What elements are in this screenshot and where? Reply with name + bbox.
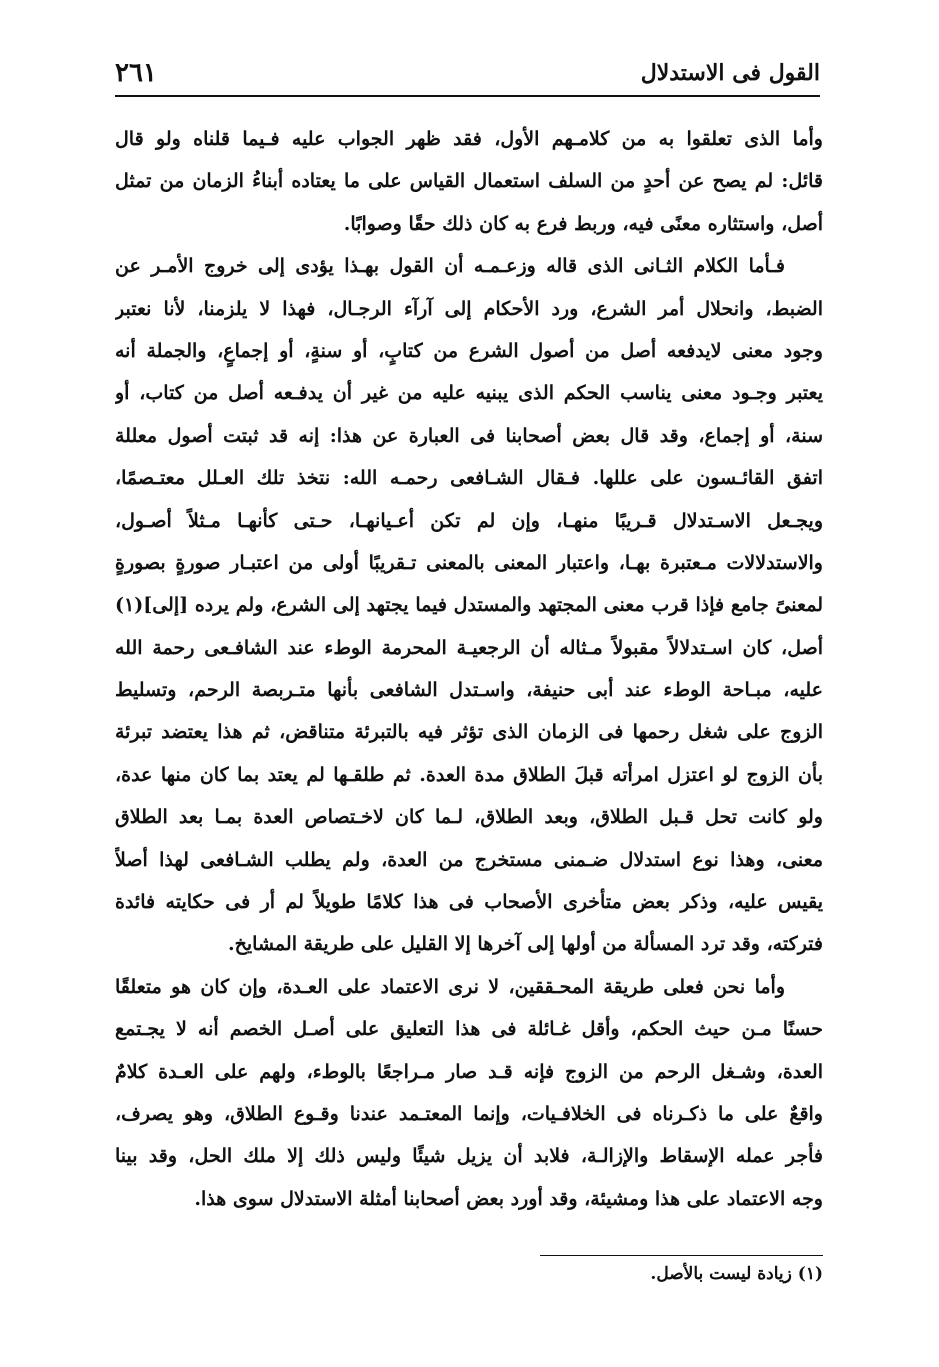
text-line: حسنًا مـن حيث الحكم، وأقل غـائلة فى هذا التعليق على أصـل الخصم أنه لا يجـتمع [115,1018,823,1041]
text-line: بأن الزوج لو اعتزل امرأته قبلَ الطلاق مدة العدة. ثم طلقـها لم يعتد بما كان منها عدة، [115,763,823,786]
text-line: ولو كانت تحل قـبل الطلاق، وبعد الطلاق، لـما كان لاخـتصاص العدة بمـا بعد الطلاق [115,806,823,829]
footnote-rule [540,1255,823,1256]
text-line: أصل، كان اسـتدلالاً مقبولاً مـثاله أن الرجعيـة المحرمة الوطء عند الشافـعى رحمة الله [115,636,823,659]
text-line: لمعنىً جامع فإذا قرب معنى المجتهد والمستدل فيما يجتهد إلى الشرع، ولم يرده [إلى](١) [115,594,823,617]
text-line: وجود معنى لايدفعه أصل من أصول الشرع من كتابٍ، أو سنةٍ، أو إجماعٍ، والجملة أنه [115,339,823,362]
text-line: قائل: لم يصح عن أحدٍ من السلف استعمال القياس على ما يعتاده أبناءُ الزمان من تمثل [115,170,823,193]
text-line: وأما نحن فعلى طريقة المحـققين، لا نرى الاعتماد على العـدة، وإن كان هو متعلقًا [115,975,785,998]
text-line: وجه الاعتماد على هذا ومشيئة، وقد أورد بعض أصحابنا أمثلة الاستدلال سوى هذا. [194,1187,823,1210]
text-line: الزوج على شغل رحمها فى الزمان الذى تؤثر فيه بالتبرئة متناقض، ثم هذا يعتضد تبرئة [115,721,823,744]
text-line: والاستدلالات مـعتبرة بهـا، واعتبار المعنى بالمعنى تـقريبًا أولى من اعتبـار صورةٍ بصورةٍ [115,551,823,574]
footnote: (١) زيادة ليست بالأصل. [650,1264,823,1284]
running-title: القول فى الاستدلال [640,60,820,86]
text-line: عليه، مبـاحة الوطء عند أبى حنيفة، واسـتدل الشافعى بأنها متـربصة الرحم، وتسليط [115,679,823,702]
text-line: يقيس عليه، وذكر بعض متأخرى الأصحاب فى هذا كلامًا طويلاً لم أر فى حكايته فائدة [115,891,823,914]
text-line: سنة، أو إجماع، وقد قال بعض أصحابنا فى العبارة عن هذا: إنه قد ثبتت أصول معللة [115,424,823,447]
header-rule [115,95,820,97]
text-line: وأما الذى تعلقوا به من كلامـهم الأول، فقد ظهر الجواب عليه فـيما قلناه ولو قال [115,128,823,150]
text-line: فتركته، وقد ترد المسألة من أولها إلى آخرها إلا القليل على طريقة المشايخ. [228,933,823,956]
text-line: فأجر عمله الإسقاط والإزالـة، فلابد أن يزيل شيئًا وليس ذلك إلا ملك الحل، وقد بينا [115,1145,823,1168]
body-text [115,118,823,1220]
page-number: ٢٦١ [115,58,157,88]
text-line: ويجـعل الاسـتدلال قـريبًا منهـا، وإن لم تكن أعـيانهـا، حـتى كأنهـا مـثلاً أصـول، [115,509,823,532]
text-line: معنى، وهذا نوع استدلال ضـمنى مستخرج من العدة، ولم يطلب الشـافعى لهذا أصلاً [115,848,823,871]
text-line: يعتبر وجـود معنى يناسب الحكم الذى يبنيه عليه من غير أن يدفـعه أصل من كتاب، أو [115,382,823,405]
page-header [115,58,820,92]
text-line: الضبط، وانحلال أمر الشرع، ورد الأحكام إلى آرآء الرجـال، فهذا لا يلزمنا، لأنا نعتبر [115,297,823,320]
text-line: واقعٌ على ما ذكـرناه فى الخلافـيات، وإنما المعتـمد عندنا وقـوع الطلاق، وهو يصرف، [115,1102,823,1125]
text-line: فـأما الكلام الثـانى الذى قاله وزعـمـه أن القول بهـذا يؤدى إلى خروج الأمـر عن [115,255,785,278]
text-line: العدة، وشـغل الرحم من الزوج فإنه قـد صار مـراجعًا بالوطء، ولهم على العـدة كلامٌ [115,1060,823,1083]
text-line: اتفق القائـسون على عللها. فـقال الشـافعى رحمـه الله: نتخذ تلك العـلل معتـصمًا، [115,467,823,490]
text-line: أصل، واستثاره معنًى فيه، وربط فرع به كان ذلك حقًا وصوابًا. [343,212,823,235]
